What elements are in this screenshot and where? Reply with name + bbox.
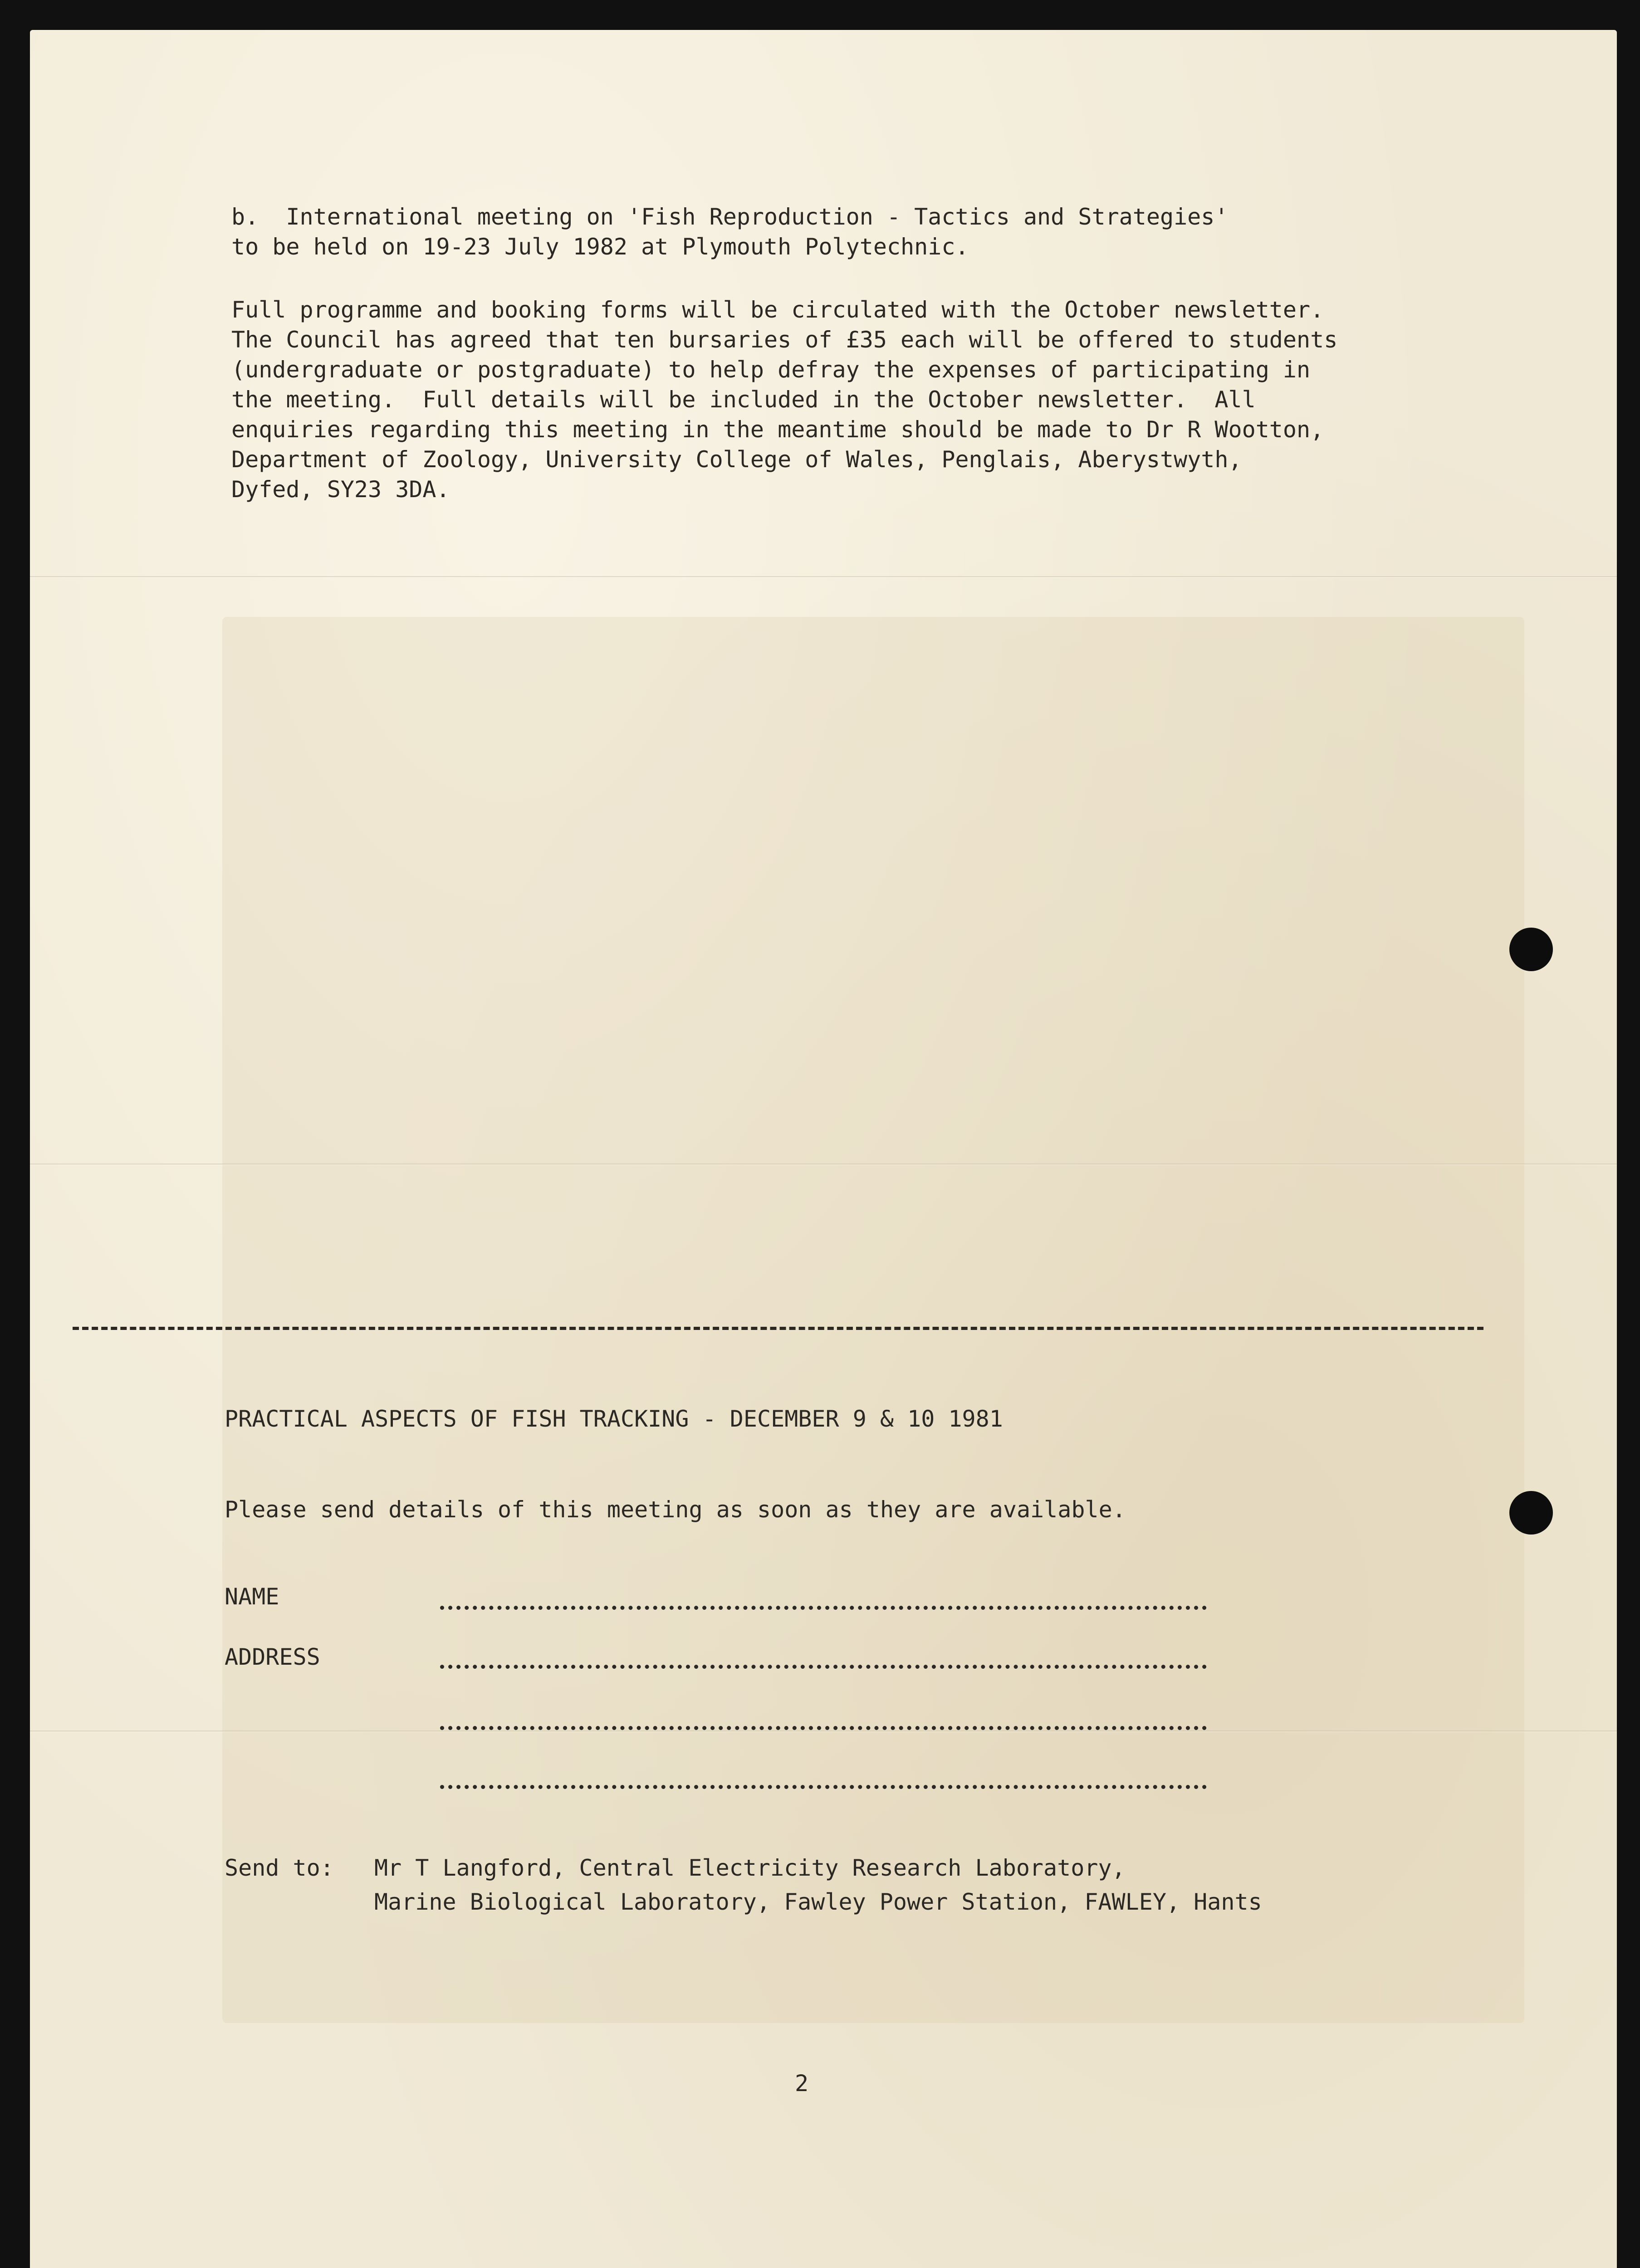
paper-stain (222, 617, 1524, 2023)
send-to-address-line-2: Marine Biological Laboratory, Fawley Power Station, FAWLEY, Hants (374, 1889, 1262, 1915)
fold-line (30, 576, 1617, 578)
cut-here-line (73, 1327, 1483, 1330)
form-request-text: Please send details of this meeting as soon as they are available. (225, 1496, 1126, 1523)
text-line: Dyfed, SY23 3DA. (231, 476, 450, 503)
meeting-b-announcement (231, 202, 1229, 262)
name-field[interactable] (440, 1606, 1207, 1610)
address-field-line-3[interactable] (440, 1785, 1207, 1789)
form-title: PRACTICAL ASPECTS OF FISH TRACKING - DECEMBER 9 & 10 1981 (225, 1406, 1003, 1432)
punch-hole (1509, 1491, 1553, 1535)
text-line: the meeting. Full details will be included in the October newsletter. All (231, 386, 1256, 413)
text-line: Department of Zoology, University College of Wales, Penglais, Aberystwyth, (231, 446, 1242, 473)
text-line: to be held on 19-23 July 1982 at Plymouth Polytechnic. (231, 234, 969, 260)
page-number: 2 (795, 2070, 809, 2097)
text-line: The Council has agreed that ten bursaries of £35 each will be offered to students (231, 327, 1338, 353)
name-label: NAME (225, 1584, 279, 1610)
address-field-line-2[interactable] (440, 1726, 1207, 1730)
text-line: (undergraduate or postgraduate) to help defray the expenses of participating in (231, 357, 1311, 383)
punch-hole (1509, 928, 1553, 971)
fold-line (30, 1730, 1617, 1732)
send-to-label: Send to: (225, 1855, 334, 1881)
text-line: b. International meeting on 'Fish Reproduction - Tactics and Strategies' (231, 204, 1229, 230)
meeting-b-details (231, 295, 1337, 504)
address-label: ADDRESS (225, 1644, 320, 1670)
address-field-line-1[interactable] (440, 1665, 1207, 1669)
text-line: enquiries regarding this meeting in the meantime should be made to Dr R Wootton, (231, 416, 1324, 443)
text-line: Full programme and booking forms will be circulated with the October newsletter. (231, 297, 1324, 323)
fold-line (30, 1163, 1617, 1165)
send-to-address-line-1: Mr T Langford, Central Electricity Research Laboratory, (374, 1855, 1126, 1881)
